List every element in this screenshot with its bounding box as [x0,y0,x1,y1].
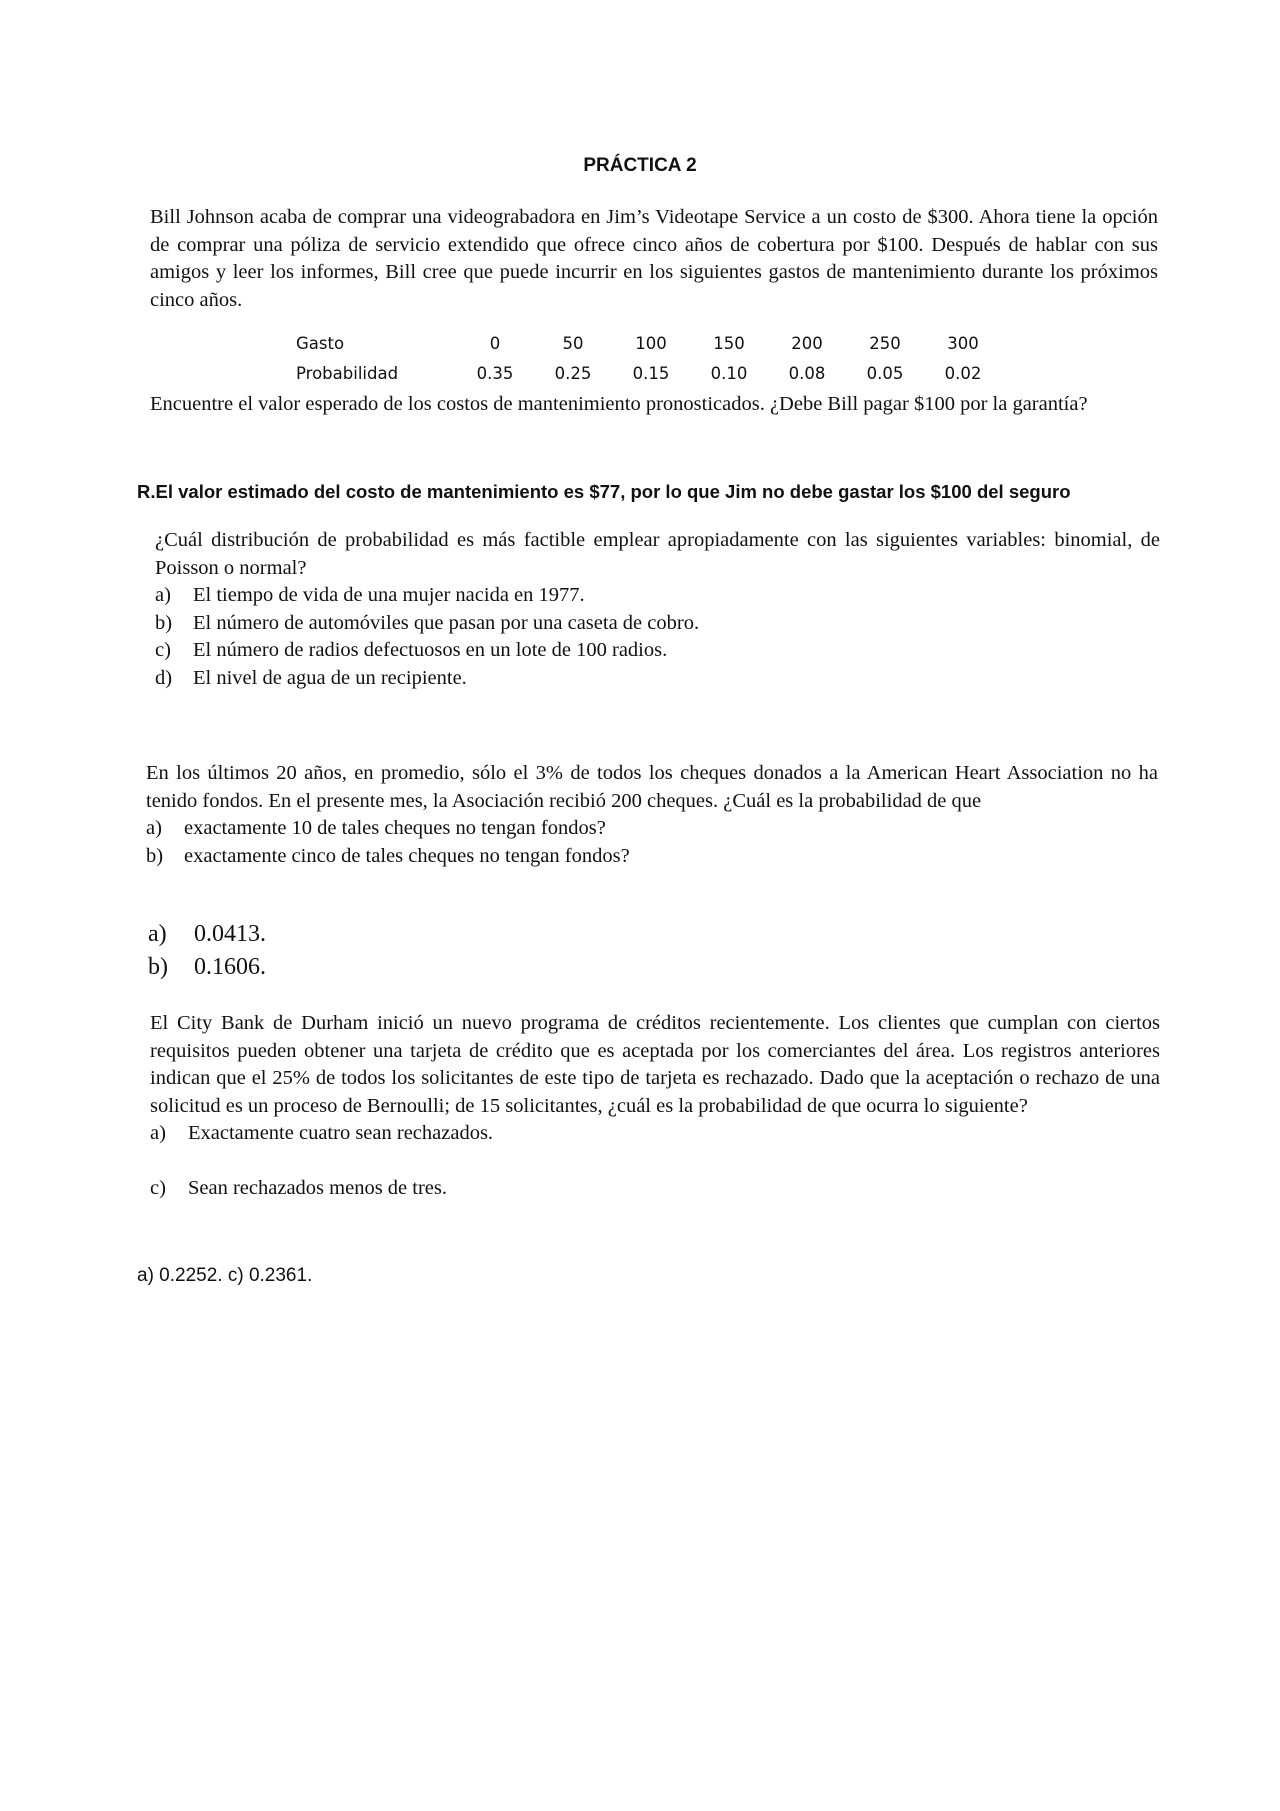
table-cell: 0 [489,333,501,353]
item-text: El nivel de agua de un recipiente. [193,666,467,689]
item-marker: b) [148,954,168,980]
table-cell: 0.25 [554,363,592,383]
table-cell: 100 [635,333,667,353]
expense-probability-table [296,328,1002,388]
item-text: El número de automóviles que pasan por una caseta de cobro. [193,611,700,634]
item-marker: b) [155,611,173,634]
item-marker: a) [146,817,162,839]
table-cell: 0.35 [476,363,514,383]
row-label-probabilidad: Probabilidad [296,363,399,383]
list-item [155,610,1160,638]
item-marker: c) [150,1176,166,1199]
table-row-probabilidad [296,358,1002,388]
list-item [146,843,1158,871]
row-label-gasto: Gasto [296,333,345,353]
item-text: El número de radios defectuosos en un lote de 100 radios. [193,639,668,661]
list-item [155,665,1160,693]
item-marker: d) [155,666,173,689]
list-item [155,637,1160,665]
problem-4-answer: a) 0.2252. c) 0.2361. [137,1265,313,1286]
list-item [150,1120,1160,1148]
problem-4 [150,1010,1160,1202]
table-row-gasto [296,328,1002,358]
problem-2 [155,527,1160,692]
table-cell: 300 [947,333,979,353]
table-cell: 0.05 [866,363,904,383]
table-cell: 200 [791,333,823,353]
problem-2-text: ¿Cuál distribución de probabilidad es más factible emplear apropiadamente con las siguientes variables: binomial, de Poisson o normal? [155,529,1160,579]
list-item [150,1175,1160,1203]
table-cell: 50 [562,333,584,353]
list-item [146,815,1158,843]
item-text: Exactamente cuatro sean rechazados. [188,1122,494,1144]
item-text: El tiempo de vida de una mujer nacida en 1977. [193,584,585,606]
problem-1-question: Encuentre el valor esperado de los costos de mantenimiento pronosticados. ¿Debe Bill pagar $100 por la garantía? [150,393,1088,415]
list-item [148,918,266,951]
problem-4-text: El City Bank de Durham inició un nuevo programa de créditos recientemente. Los clientes que cumplan con ciertos requisitos pueden obtener una tarjeta de crédito que es aceptada por los comerciantes del área. Los registros anteriores indican que el 25% de todos los solicitantes de este tipo de tarjeta es rechazado. Dado que la aceptación o rechazo de una solicitud es un proceso de Bernoulli; de 15 solicitantes, ¿cuál es la probabilidad de que ocurra lo siguiente? [150,1012,1160,1117]
item-marker: a) [155,584,171,606]
item-text: exactamente 10 de tales cheques no tengan fondos? [184,817,606,839]
problem-1-text: Bill Johnson acaba de comprar una videograbadora en Jim’s Videotape Service a un costo de $300. Ahora tiene la opción de comprar una póliza de servicio extendido que ofrece cinco años de cobertura por $100. Después de hablar con sus amigos y leer los informes, Bill cree que puede incurrir en los siguientes gastos de mantenimiento durante los próximos cinco años. [150,206,1158,311]
table-cell: 0.15 [632,363,670,383]
item-text: 0.1606. [194,954,266,980]
table-cell: 0.10 [710,363,748,383]
item-marker: b) [146,844,164,867]
item-marker: c) [155,639,171,661]
item-text: 0.0413. [194,921,266,947]
list-item [148,951,266,984]
item-text: Sean rechazados menos de tres. [188,1176,447,1199]
page-title: PRÁCTICA 2 [583,155,697,176]
problem-3-answers [148,918,266,984]
problem-1-answer: R.El valor estimado del costo de mantenimiento es $77, por lo que Jim no debe gastar los $100 del seguro [137,481,1071,502]
table-cell: 150 [713,333,745,353]
item-text: exactamente cinco de tales cheques no tengan fondos? [184,844,630,867]
table-cell: 250 [869,333,901,353]
problem-3 [146,760,1158,870]
list-item [155,582,1160,610]
table-cell: 0.08 [788,363,826,383]
table-cell: 0.02 [944,363,982,383]
problem-3-text: En los últimos 20 años, en promedio, sólo el 3% de todos los cheques donados a la American Heart Association no ha tenido fondos. En el presente mes, la Asociación recibió 200 cheques. ¿Cuál es la probabilidad de que [146,762,1158,812]
item-marker: a) [148,921,167,947]
item-marker: a) [150,1122,166,1144]
